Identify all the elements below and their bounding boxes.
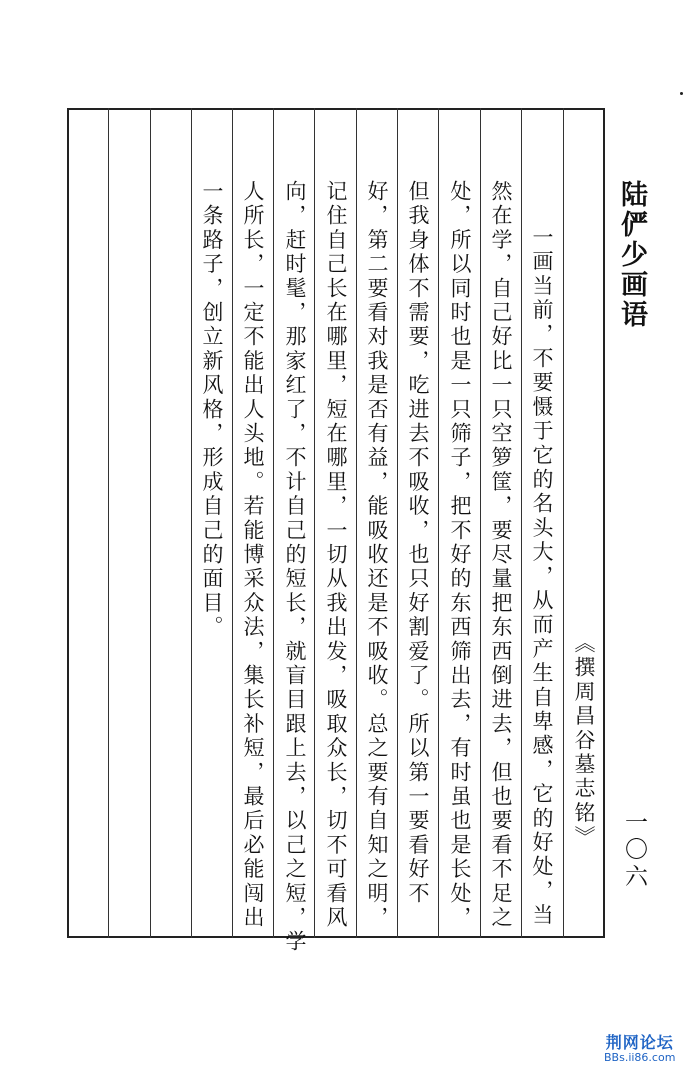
column-rule — [480, 108, 481, 938]
column-rule — [563, 108, 564, 938]
text-column: 处，所以同时也是一只筛子，把不好的东西筛出去，有时虽也是长处， — [448, 180, 472, 931]
text-column: 向，赶时髦，那家红了，不计自己的短长，就盲目跟上去，以己之短，学 — [283, 180, 307, 955]
text-column: 人所长，一定不能出人头地。若能博采众法，集长补短，最后必能闯出 — [241, 180, 265, 931]
essay-title: 《撰周昌谷墓志铭》 — [572, 632, 596, 850]
column-rule — [356, 108, 357, 938]
text-column: 一条路子，创立新风格，形成自己的面目。 — [200, 180, 224, 640]
watermark-site-name: 荆网论坛 — [605, 1033, 674, 1052]
book-title: 陆俨少画语 — [616, 180, 647, 330]
page-number: 一〇六 — [621, 810, 647, 891]
watermark-url: BBs.ii86.com — [604, 1050, 676, 1064]
text-column: 记住自己长在哪里，短在哪里，一切从我出发，吸取众长，切不可看风 — [324, 180, 348, 931]
column-rule — [521, 108, 522, 938]
text-column: 但我身体不需要，吃进去不吸收，也只好割爱了。所以第一要看好不 — [406, 180, 430, 906]
forum-watermark — [604, 1034, 675, 1064]
column-rule — [150, 108, 151, 938]
column-rule — [273, 108, 274, 938]
column-rule — [438, 108, 439, 938]
text-column: 然在学，自己好比一只空箩筐，要尽量把东西倒进去，但也要看不足之 — [489, 180, 513, 931]
text-column: 一画当前，不要慑于它的名头大，从而产生自卑感，它的好处，当 — [530, 226, 554, 928]
column-rule — [108, 108, 109, 938]
column-rule — [191, 108, 192, 938]
column-rule — [314, 108, 315, 938]
column-rule — [397, 108, 398, 938]
column-rule — [232, 108, 233, 938]
text-column: 好，第二要看对我是否有益，能吸收还是不吸收。总之要有自知之明， — [365, 180, 389, 931]
ink-speck — [680, 92, 683, 95]
